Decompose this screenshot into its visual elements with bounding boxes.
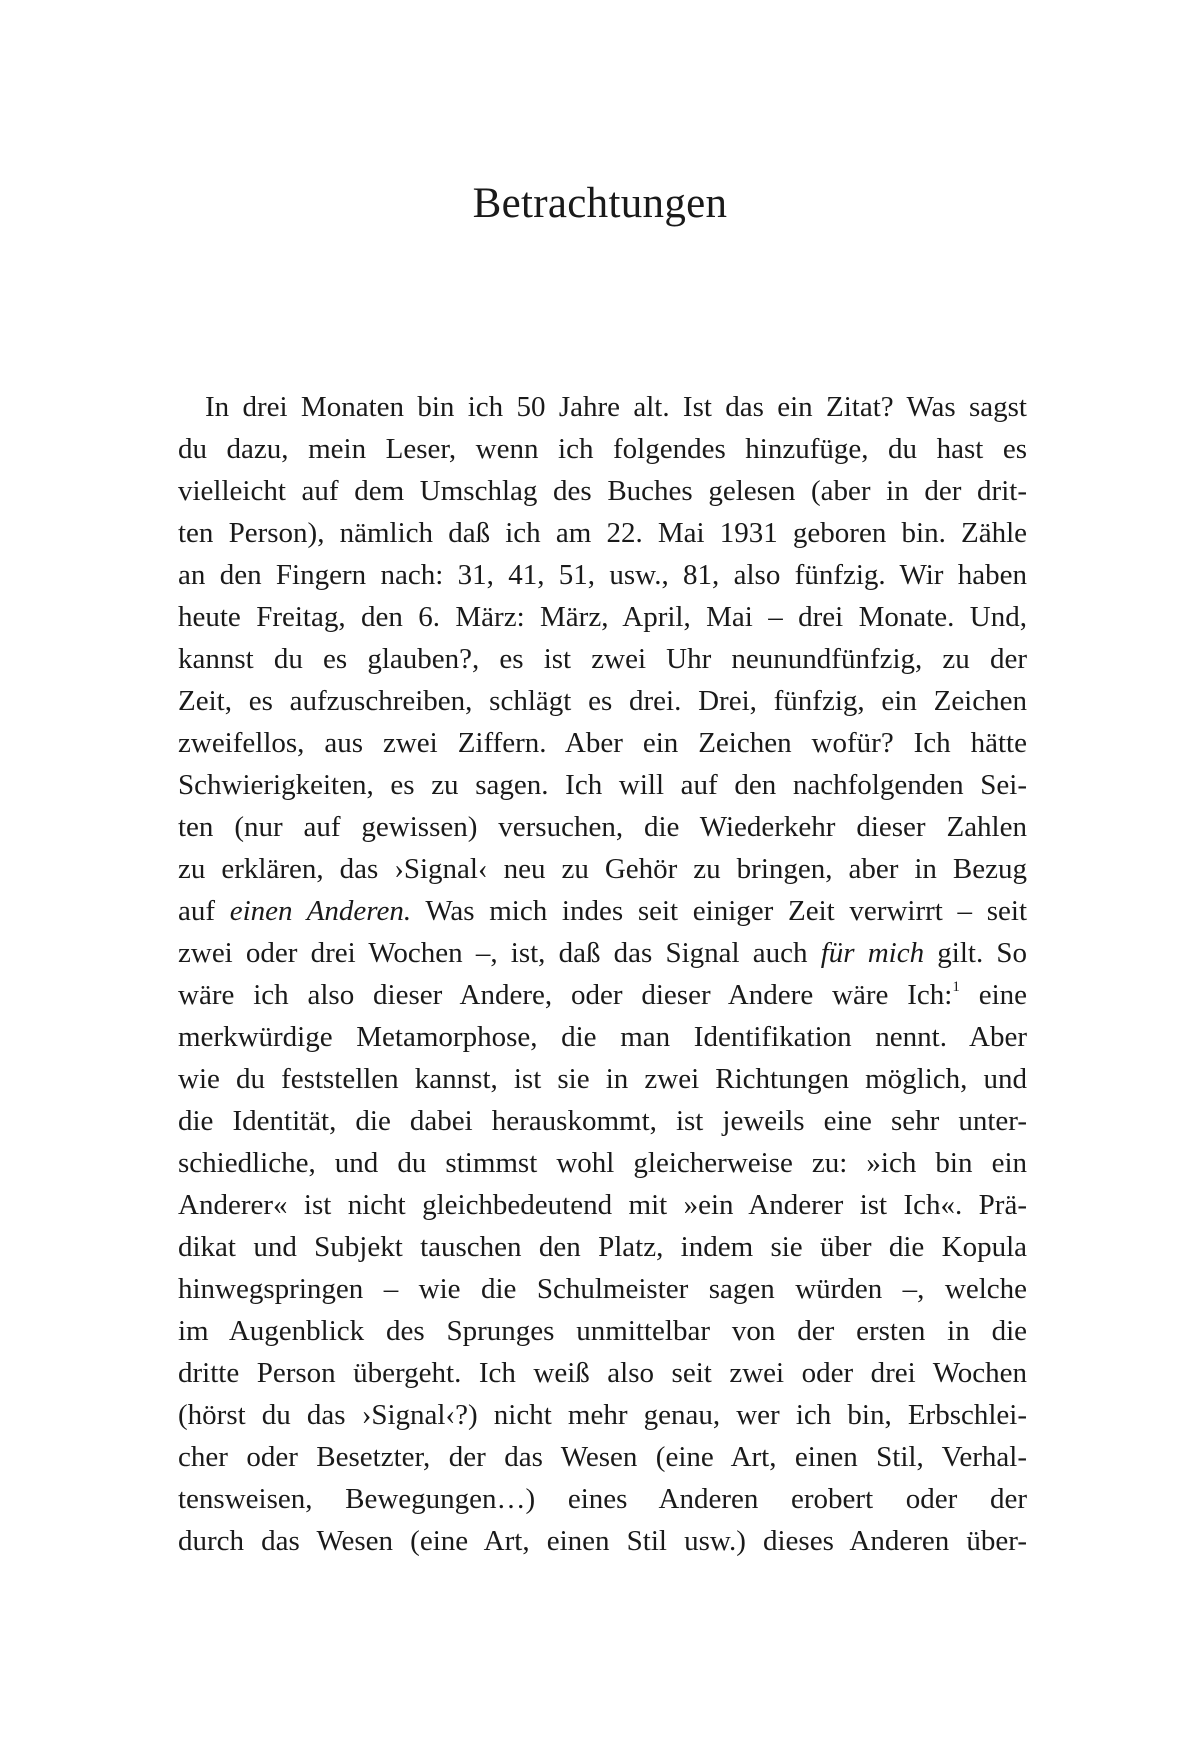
text-line: hinwegspringen – wie die Schulmeister sagen würden –, welche [178,1273,1027,1305]
text-line: ten Person), nämlich daß ich am 22. Mai 1931 geboren bin. Zähle [178,517,1027,549]
text-line: durch das Wesen (eine Art, einen Stil usw.) dieses Anderen über- [178,1525,1027,1557]
text-line: Anderer« ist nicht gleichbedeutend mit »ein Anderer ist Ich«. Prä- [178,1189,1027,1221]
text-line: dritte Person übergeht. Ich weiß also seit zwei oder drei Wochen [178,1357,1027,1389]
text-segment: zwei oder drei Wochen –, ist, daß das Signal auch [178,937,821,969]
text-line: kannst du es glauben?, es ist zwei Uhr neunundfünfzig, zu der [178,643,1027,675]
text-line: Schwierigkeiten, es zu sagen. Ich will auf den nachfolgenden Sei- [178,769,1027,801]
footnote-marker[interactable]: 1 [952,979,960,995]
text-line: an den Fingern nach: 31, 41, 51, usw., 81, also fünfzig. Wir haben [178,559,1027,591]
text-line [178,932,1027,974]
text-line [178,890,1027,932]
body-text [178,386,1027,1562]
text-segment: Was mich indes seit einiger Zeit verwirrt – seit [411,895,1027,927]
text-line: (hörst du das ›Signal‹?) nicht mehr genau, wer ich bin, Erbschlei- [178,1399,1027,1431]
italic-emphasis: einen Anderen. [229,895,412,927]
text-segment: auf [178,895,230,927]
text-line: wie du feststellen kannst, ist sie in zwei Richtungen möglich, und [178,1063,1027,1095]
chapter-title: Betrachtungen [472,180,728,227]
text-line: merkwürdige Metamorphose, die man Identifikation nennt. Aber [178,1021,1027,1053]
text-line: schiedliche, und du stimmst wohl gleicherweise zu: »ich bin ein [178,1147,1027,1179]
text-line: dikat und Subjekt tauschen den Platz, indem sie über die Kopula [178,1231,1027,1263]
text-line: Zeit, es aufzuschreiben, schlägt es drei. Drei, fünfzig, ein Zeichen [178,685,1027,717]
text-line: In drei Monaten bin ich 50 Jahre alt. Ist das ein Zitat? Was sagst [205,391,1027,423]
text-line: ten (nur auf gewissen) versuchen, die Wiederkehr dieser Zahlen [178,811,1027,843]
text-line: im Augenblick des Sprunges unmittelbar von der ersten in die [178,1315,1027,1347]
text-line [178,974,1027,1016]
text-segment: gilt. So [924,937,1027,969]
text-line: vielleicht auf dem Umschlag des Buches gelesen (aber in der drit- [178,475,1027,507]
text-line: heute Freitag, den 6. März: März, April, Mai – drei Monate. Und, [178,601,1027,633]
italic-emphasis: für mich [820,937,925,969]
text-segment: wäre ich also dieser Andere, oder dieser Andere wäre Ich: [178,979,953,1011]
text-line: tensweisen, Bewegungen…) eines Anderen erobert oder der [178,1483,1027,1515]
text-line: du dazu, mein Leser, wenn ich folgendes hinzufüge, du hast es [178,433,1027,465]
text-line: cher oder Besetzter, der das Wesen (eine Art, einen Stil, Verhal- [178,1441,1027,1473]
text-line: zu erklären, das ›Signal‹ neu zu Gehör zu bringen, aber in Bezug [178,853,1027,885]
text-line: die Identität, die dabei herauskommt, ist jeweils eine sehr unter- [178,1105,1027,1137]
text-line: zweifellos, aus zwei Ziffern. Aber ein Zeichen wofür? Ich hätte [178,727,1027,759]
text-segment: eine [959,979,1027,1011]
